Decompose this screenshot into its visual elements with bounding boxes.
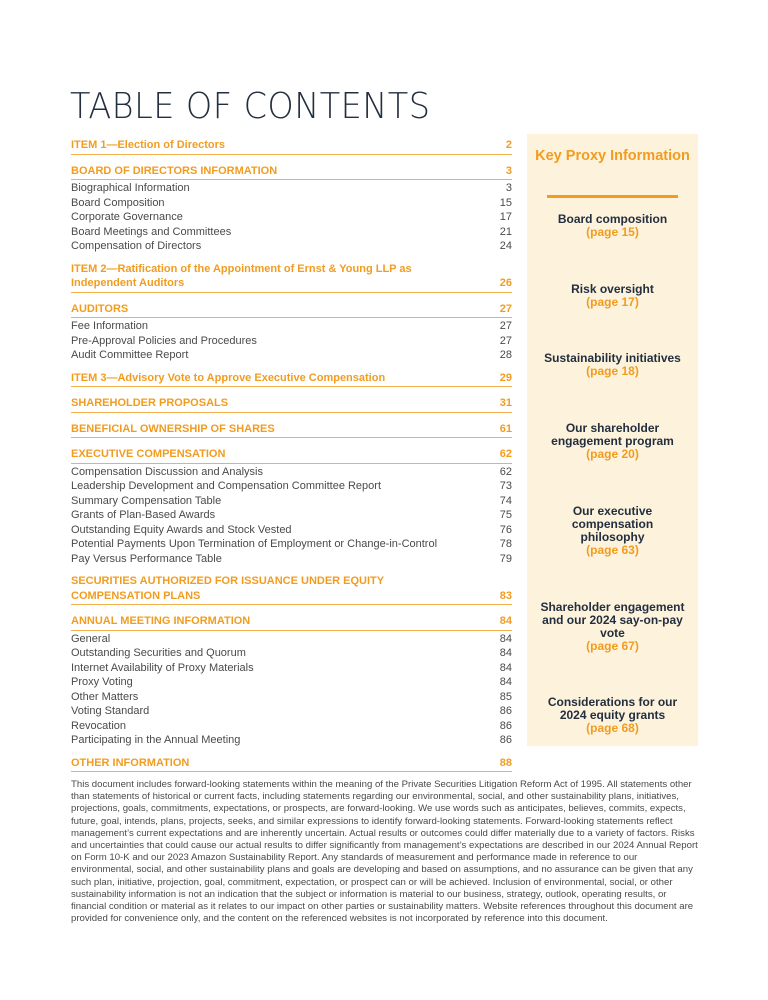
sidebar-item-shareholder-engagement[interactable]: Our shareholder engagement program (page 20) (551, 421, 674, 461)
toc-entry[interactable]: Voting Standard 86 (71, 705, 512, 717)
toc-entry[interactable]: Grants of Plan-Based Awards 75 (71, 509, 512, 521)
toc-section-executive-compensation[interactable]: EXECUTIVE COMPENSATION 62 (71, 447, 512, 464)
toc-entry[interactable]: Internet Availability of Proxy Materials 84 (71, 661, 512, 674)
toc-entry[interactable]: Board Meetings and Committees 21 (71, 225, 512, 238)
toc-section-shareholder-proposals[interactable]: SHAREHOLDER PROPOSALS 31 (71, 396, 512, 413)
toc-entry[interactable]: Outstanding Securities and Quorum 84 (71, 647, 512, 659)
toc-entry[interactable]: Corporate Governance 17 (71, 211, 512, 223)
page-title: TABLE OF CONTENTS (70, 86, 431, 127)
sidebar-item-say-on-pay[interactable]: Shareholder engagement and our 2024 say-on-pay vote (page 67) (540, 600, 685, 653)
key-proxy-sidebar (527, 134, 698, 746)
toc-section-item-2[interactable]: ITEM 2—Ratification of the Appointment of Ernst & Young LLP as Independent Auditors 26 (71, 262, 512, 293)
toc-section-auditors[interactable]: AUDITORS 27 (71, 302, 512, 319)
toc-entry[interactable]: Potential Payments Upon Termination of Employment or Change-in-Control 78 (71, 538, 512, 550)
sidebar-title: Key Proxy Information (535, 148, 690, 164)
toc-section-beneficial-ownership[interactable]: BENEFICIAL OWNERSHIP OF SHARES 61 (71, 422, 512, 439)
toc-entry[interactable]: Compensation of Directors 24 (71, 240, 512, 252)
toc-section-other-information[interactable]: OTHER INFORMATION 88 (71, 756, 512, 773)
toc-entry[interactable]: Compensation Discussion and Analysis 62 (71, 465, 512, 478)
toc-entry[interactable]: Participating in the Annual Meeting 86 (71, 734, 512, 746)
sidebar-item-equity-grants[interactable]: Considerations for our 2024 equity grants (page 68) (547, 695, 678, 735)
toc-entry[interactable]: Audit Committee Report 28 (71, 349, 512, 361)
forward-looking-disclaimer: This document includes forward-looking statements within the meaning of the Private Securities Litigation Reform Act of 1995. All statements other than statements of historical or current facts, including statements regarding our environmental, social, and other sustainability plans, initiatives, projections, goals, commitments, expectations, or prospects, are forward-looking. We use words such as anticipates, believes, commits, expects, future, goal, intends, plans, projects, seeks, and similar expressions to identify forward-looking statements. Forward-looking statements reflect management’s current expectations and are inherently uncertain. Actual results or outcomes could differ materially due to a variety of factors. Risks and uncertainties that could cause our actual results to differ significantly from management’s expectations are described in our 2024 Annual Report on Form 10-K and our 2023 Amazon Sustainability Report. Any standards of measurement and performance made in reference to our environmental, social, and other sustainability plans and goals are developing and based on assumptions, and no assurance can be given that any such plan, initiative, projection, goal, commitment, expectation, or prospect can or will be achieved. Inclusion of environmental, social, or other sustainability information is not an indication that the subject or information is material to our business, strategy, outlook, operating results, or financial condition or material as it relates to our impact on other parties or sustainability matters. Website references throughout this document are provided for convenience only, and the content on the referenced websites is not incorporated by reference into this document. (71, 779, 698, 925)
sidebar-item-risk-oversight[interactable]: Risk oversight (page 17) (571, 282, 654, 309)
toc-section-board[interactable]: BOARD OF DIRECTORS INFORMATION 3 (71, 164, 512, 181)
toc-entry[interactable]: Summary Compensation Table 74 (71, 494, 512, 507)
toc-entry[interactable]: Pay Versus Performance Table 79 (71, 552, 512, 565)
toc-section-annual-meeting[interactable]: ANNUAL MEETING INFORMATION 84 (71, 614, 512, 631)
table-of-contents (71, 138, 512, 773)
toc-section-item-1[interactable]: ITEM 1—Election of Directors 2 (71, 138, 512, 155)
toc-section-item-3[interactable]: ITEM 3—Advisory Vote to Approve Executive Compensation 29 (71, 371, 512, 388)
toc-entry[interactable]: Biographical Information 3 (71, 182, 512, 194)
toc-entry[interactable]: Pre-Approval Policies and Procedures 27 (71, 334, 512, 347)
toc-entry[interactable]: Revocation 86 (71, 719, 512, 732)
toc-entry[interactable]: Fee Information 27 (71, 320, 512, 332)
sidebar-item-sustainability[interactable]: Sustainability initiatives (page 18) (544, 351, 681, 378)
toc-entry[interactable]: Proxy Voting 84 (71, 676, 512, 688)
sidebar-item-board-composition[interactable]: Board composition (page 15) (557, 212, 668, 239)
sidebar-divider (547, 195, 678, 198)
sidebar-item-executive-compensation[interactable]: Our executive compensation philosophy (page 63) (571, 504, 654, 557)
toc-entry[interactable]: Board Composition 15 (71, 196, 512, 209)
toc-entry[interactable]: Outstanding Equity Awards and Stock Vested 76 (71, 523, 512, 536)
toc-entry[interactable]: Leadership Development and Compensation Committee Report 73 (71, 480, 512, 492)
toc-section-securities-authorized[interactable]: SECURITIES AUTHORIZED FOR ISSUANCE UNDER EQUITY COMPENSATION PLANS 83 (71, 574, 512, 605)
toc-entry[interactable]: General 84 (71, 632, 512, 645)
toc-entry[interactable]: Other Matters 85 (71, 690, 512, 703)
